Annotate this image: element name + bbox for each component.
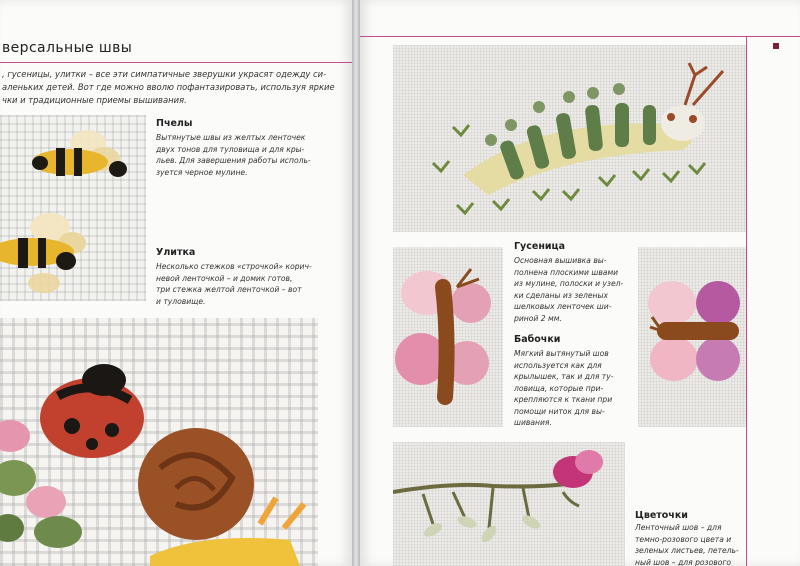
caterpillar-line: Основная вышивка вы- — [514, 256, 607, 265]
bees-line: зуется черное мулине. — [156, 167, 248, 177]
heading-rule — [0, 62, 352, 63]
snail-line: Несколько стежков «строчкой» корич- — [156, 262, 312, 271]
butterflies-line: Мягкий вытянутый шов — [514, 349, 609, 358]
caterpillar-description — [514, 255, 623, 324]
snail-description — [156, 261, 312, 307]
caterpillar-title: Гусеница — [514, 241, 565, 252]
bees-line: двух тонов для туловища и для кры- — [156, 144, 305, 154]
flowers-description — [635, 522, 739, 566]
butterflies-line: используется как для — [514, 360, 602, 370]
snail-title: Улитка — [156, 247, 196, 258]
snail-line: и туловище. — [156, 296, 206, 306]
corner-mark — [772, 42, 780, 50]
intro-line: чки и традиционные приемы вышивания. — [2, 95, 187, 105]
flowers-line: ный шов – для розового — [635, 557, 731, 566]
left-page — [0, 0, 352, 566]
bees-title: Пчелы — [156, 118, 193, 129]
butterflies-description — [514, 348, 613, 429]
intro-line: , гусеницы, улитки – все эти симпатичные зверушки украсят одежду си- — [2, 69, 327, 79]
flowers-line: Ленточный шов – для — [635, 523, 722, 532]
caterpillar-line: риной 2 мм. — [514, 313, 562, 323]
caterpillar-photo — [393, 45, 746, 232]
right-page — [360, 0, 800, 566]
butterflies-line: крылышек, так и для ту- — [514, 372, 614, 381]
flowers-line: темно-розового цвета и — [635, 534, 732, 544]
page-heading: версальные швы — [2, 40, 133, 56]
butterfly-photo — [393, 247, 503, 427]
caterpillar-line: шелковых ленточек ши- — [514, 302, 612, 311]
bees-photo — [0, 115, 146, 301]
caterpillar-line: ки сделаны из зеленых — [514, 290, 608, 300]
butterflies-line: шивания. — [514, 418, 552, 427]
bees-description — [156, 132, 311, 178]
flowers-line: зеленых листьев, петель- — [635, 546, 739, 555]
book-gutter — [352, 0, 360, 566]
side-rule — [746, 36, 747, 566]
butterflies-line: помощи ниток для вы- — [514, 406, 605, 416]
snail-photo — [0, 318, 318, 566]
snail-line: невой ленточкой – и домик готов, — [156, 273, 293, 283]
intro-text — [2, 68, 342, 107]
snail-line: три стежка желтой ленточкой – вот — [156, 285, 302, 294]
caterpillar-line: полнена плоскими швами — [514, 267, 619, 277]
bees-line: льев. Для завершения работы исполь- — [156, 156, 311, 165]
bees-line: Вытянутые швы из желтых ленточек — [156, 133, 306, 142]
butterfly-photo-2 — [638, 247, 746, 427]
butterflies-title: Бабочки — [514, 334, 561, 345]
caterpillar-line: из мулине, полоски и узел- — [514, 279, 624, 288]
top-rule — [360, 36, 800, 37]
butterflies-line: крепляются к ткани при — [514, 395, 613, 404]
intro-line: аленьких детей. Вот где можно вволю пофантазировать, используя яркие — [2, 82, 335, 92]
flowers-photo — [393, 442, 625, 566]
flowers-title: Цветочки — [635, 510, 688, 521]
butterflies-line: ловища, которые при- — [514, 383, 604, 393]
